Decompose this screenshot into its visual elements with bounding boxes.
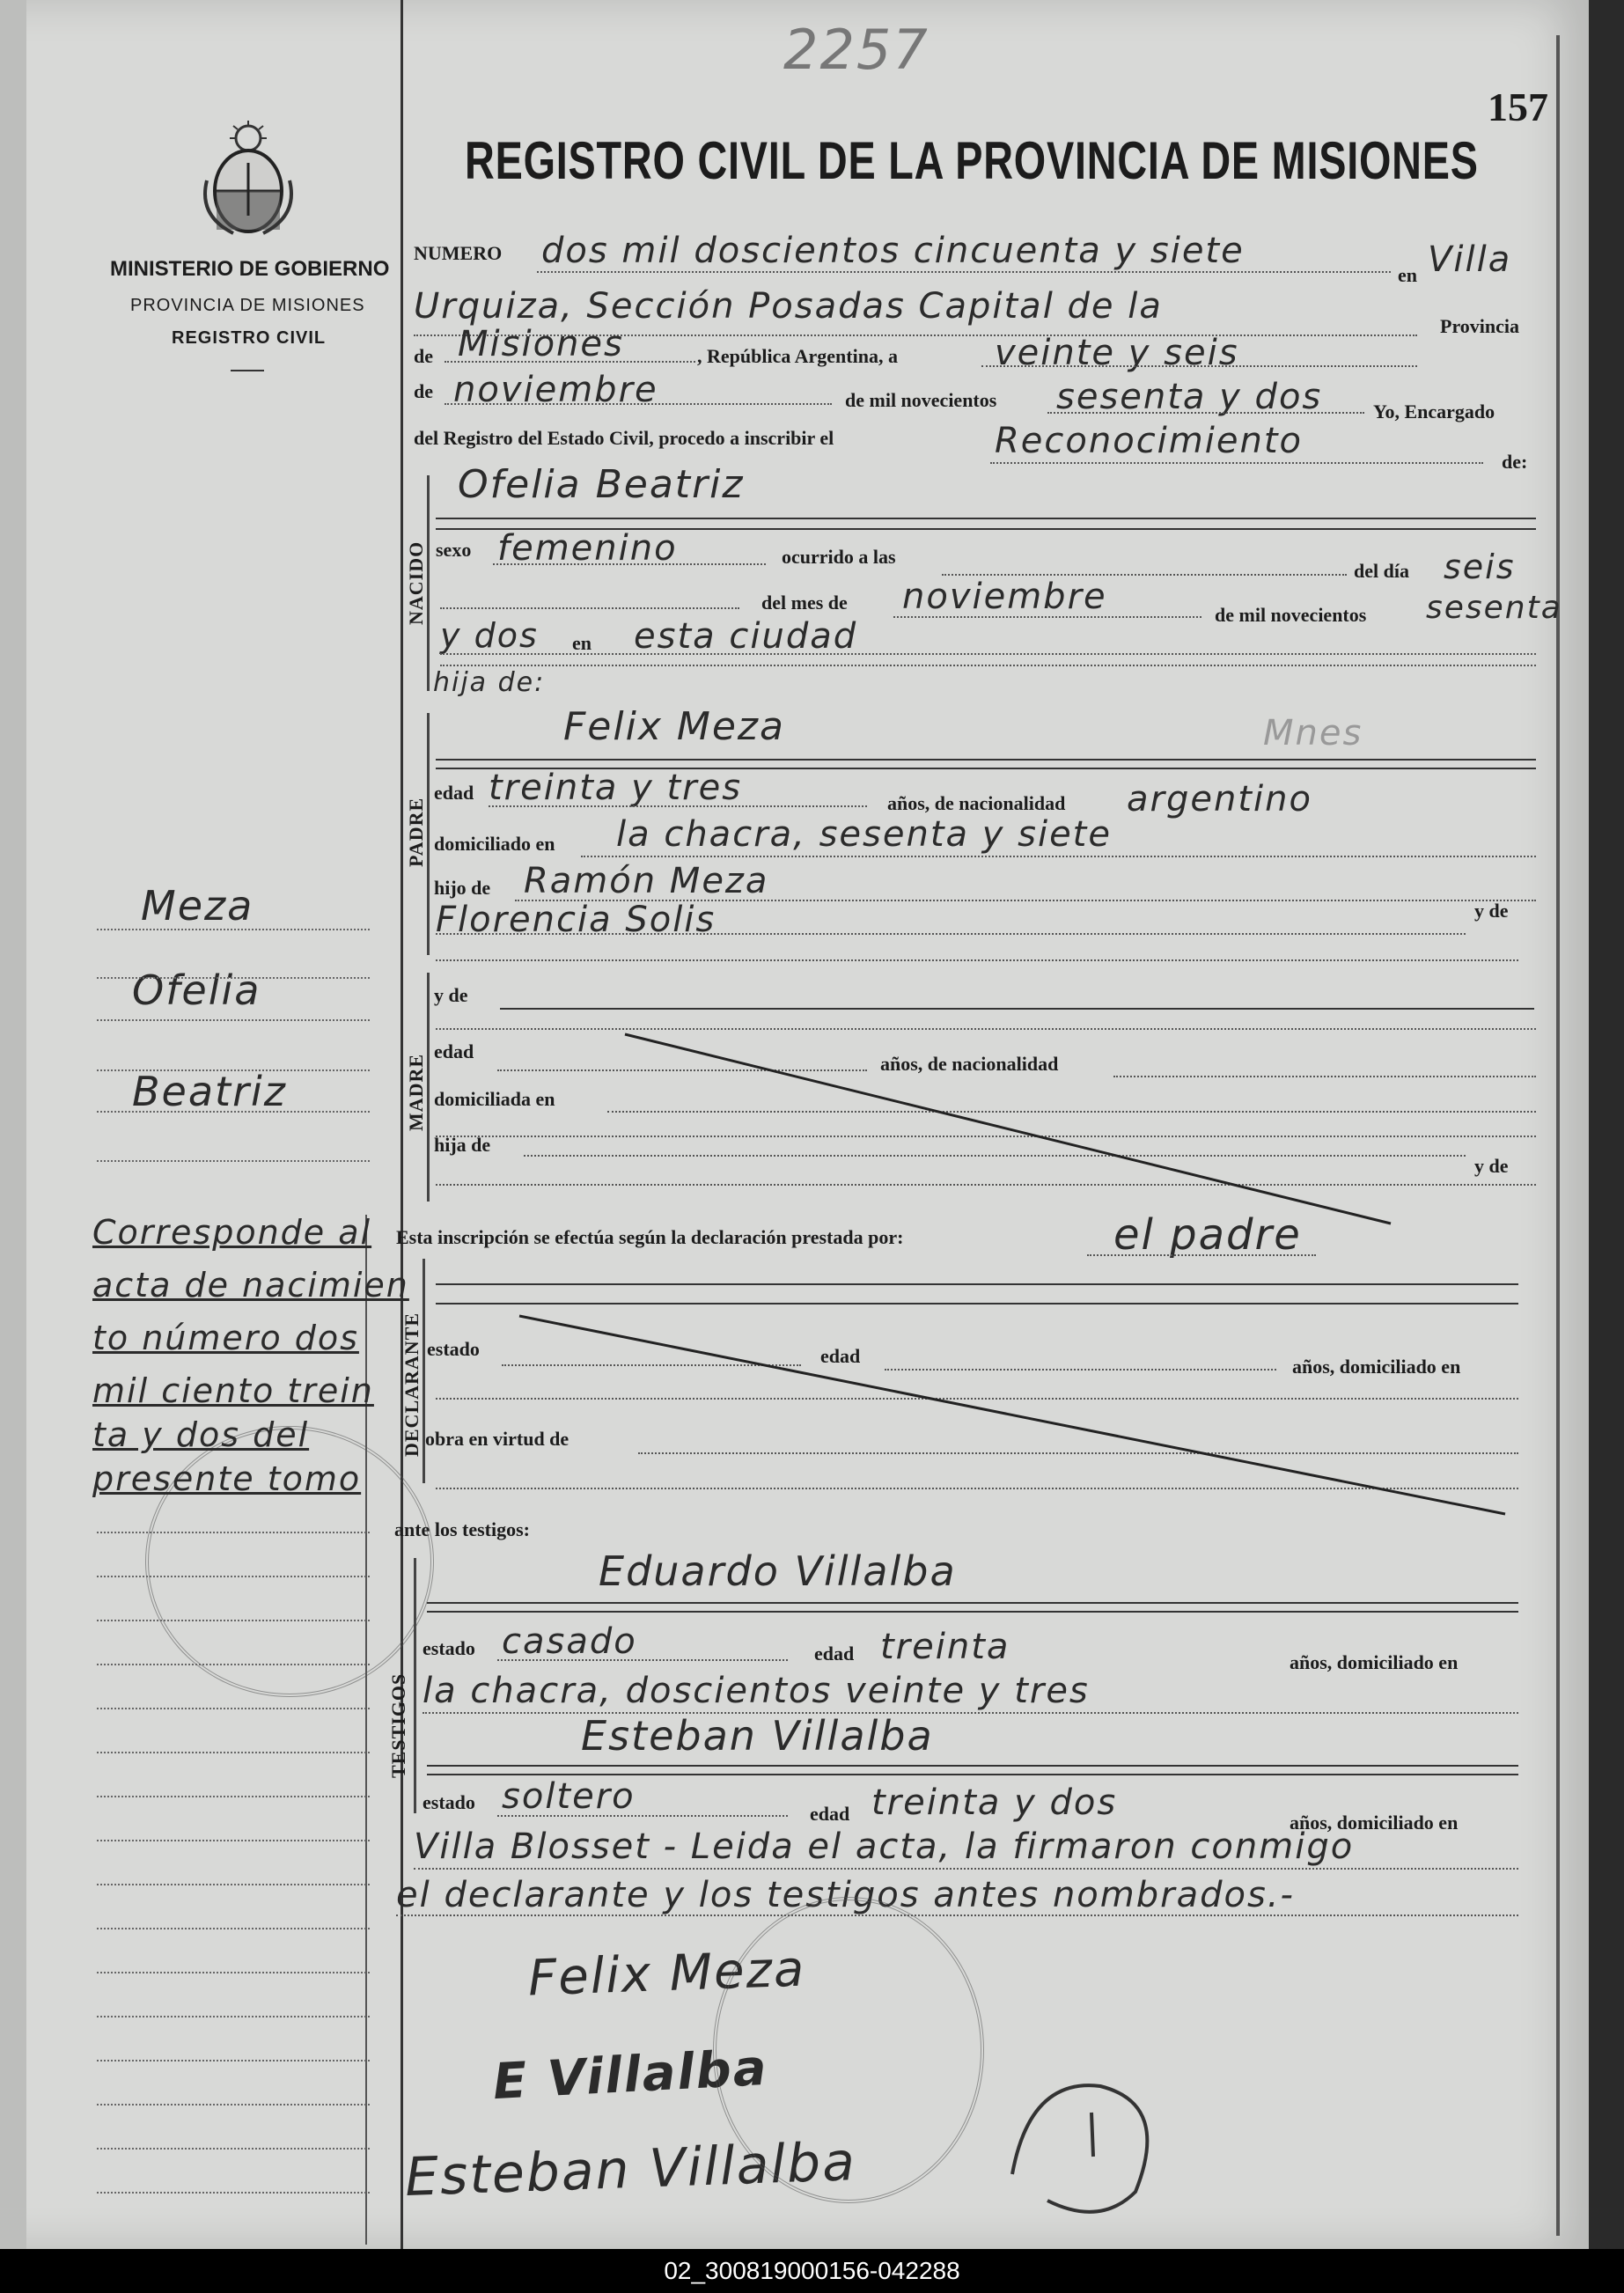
nacido-anio-2: y dos	[440, 616, 539, 655]
padre-edad-line	[489, 805, 867, 807]
declarante-intro-label: Esta inscripción se efectúa según la declaración prestada por:	[396, 1226, 904, 1248]
margin-line-9	[97, 1620, 370, 1621]
testigo1-anos-label: años, domiciliado en	[1290, 1651, 1459, 1673]
del-dia-label: del día	[1354, 560, 1409, 582]
testigo2-nombre: Esteban Villalba	[581, 1712, 934, 1760]
page-left-edge	[0, 0, 26, 2249]
provincia-value: Misiones	[458, 324, 624, 364]
padre-y-de-label: y de	[1474, 900, 1509, 922]
ocurrido-label: ocurrido a las	[782, 546, 896, 568]
provincia-label: Provincia	[1440, 315, 1520, 337]
padre-padre-value: Ramón Meza	[524, 861, 769, 901]
margin-note-4: mil ciento trein	[92, 1371, 374, 1410]
testigo2-edad-label: edad	[810, 1803, 850, 1825]
provincia-line	[445, 361, 695, 363]
mes-label: del mes de	[761, 592, 848, 614]
numero-label: NUMERO	[414, 242, 503, 264]
acto-value: Reconocimiento	[995, 421, 1303, 461]
margin-line-15	[97, 1884, 370, 1885]
madre-y-de-label: y de	[434, 984, 468, 1006]
nacido-label: NACIDO	[405, 540, 427, 625]
margin-line-19	[97, 2060, 370, 2061]
padre-hijo-label: hijo de	[434, 877, 491, 899]
padre-label: PADRE	[405, 797, 427, 867]
testigo2-dom-line	[414, 1868, 1518, 1870]
padre-edad-value: treinta y tres	[489, 768, 743, 808]
registry-label: REGISTRO CIVIL	[172, 328, 327, 348]
nacido-en-label: en	[572, 632, 592, 654]
testigo2-line-b	[427, 1774, 1518, 1775]
declarante-line-1b	[436, 1303, 1518, 1305]
margin-line-8	[97, 1576, 370, 1577]
testigo2-domicilio: Villa Blosset - Leida el acta, la firmaron conmigo	[414, 1826, 1355, 1867]
margin-line-2	[97, 977, 370, 979]
margin-note-6: presente tomo	[92, 1459, 362, 1498]
padre-annotation: Mnes	[1263, 713, 1363, 753]
margin-surname: Meza	[141, 882, 254, 930]
madre-line-1	[500, 1008, 1534, 1010]
hora-line	[440, 607, 739, 609]
declarante-strike-line	[511, 1307, 1514, 1523]
margin-line-21	[97, 2148, 370, 2150]
signature-1: Felix Meza	[526, 1940, 807, 2008]
margin-line-1	[97, 929, 370, 930]
testigo1-line	[427, 1602, 1518, 1604]
ministry-label: MINISTERIO DE GOBIERNO	[110, 257, 390, 281]
place-value-2: Urquiza, Sección Posadas Capital de la	[414, 286, 1163, 327]
madre-hija-label: hija de	[434, 1134, 491, 1156]
sexo-label: sexo	[436, 539, 472, 561]
testigo1-line-b	[427, 1611, 1518, 1613]
signature-3: Esteban Villalba	[403, 2131, 857, 2208]
nacido-dia-value: seis	[1444, 548, 1516, 586]
nacido-extra-line	[440, 665, 1536, 666]
margin-line-22	[97, 2192, 370, 2194]
margin-name-2: Beatriz	[132, 1068, 287, 1115]
margin-divider-2	[365, 1215, 367, 2245]
nacido-mes-line	[893, 616, 1201, 618]
testigo1-edad: treinta	[880, 1627, 1010, 1667]
padre-line-1	[436, 759, 1536, 761]
testigo1-estado: casado	[502, 1621, 637, 1662]
margin-line-14	[97, 1840, 370, 1841]
registry-stamp-bottom	[713, 1897, 984, 2203]
testigo1-estado-label: estado	[423, 1637, 475, 1659]
madre-anos-label: años, de nacionalidad	[880, 1053, 1059, 1075]
testigo2-estado-line	[497, 1815, 788, 1817]
padre-nombre: Felix Meza	[563, 704, 785, 749]
header-divider	[231, 370, 264, 371]
signature-loop	[995, 2051, 1179, 2227]
ocurrido-line	[942, 574, 1347, 576]
declarante-intro-value: el padre	[1113, 1210, 1302, 1260]
numero-value: dos mil doscientos cincuenta y siete	[541, 231, 1245, 271]
margin-line-12	[97, 1752, 370, 1753]
declarante-obra-label: obra en virtud de	[425, 1428, 570, 1450]
margin-note-1: Corresponde al	[92, 1213, 372, 1252]
de-label: de	[414, 345, 433, 367]
mes-line	[445, 403, 832, 405]
testigos-label: TESTIGOS	[387, 1672, 409, 1778]
nacido-mes-value: noviembre	[902, 577, 1107, 617]
anio-value: sesenta y dos	[1056, 377, 1323, 417]
testigos-intro-label: ante los testigos:	[394, 1518, 530, 1540]
testigo2-anos-label: años, domiciliado en	[1290, 1812, 1459, 1834]
padre-madre-line	[436, 933, 1466, 935]
margin-line-18	[97, 2016, 370, 2017]
closing-line	[396, 1915, 1518, 1916]
yo-label: Yo, Encargado	[1373, 401, 1495, 423]
margin-line-16	[97, 1928, 370, 1929]
declarante-line-1	[436, 1283, 1518, 1285]
margin-note-5: ta y dos del	[92, 1415, 310, 1454]
de-colon: de:	[1502, 451, 1528, 473]
padre-domicilio-line	[581, 856, 1536, 857]
madre-strike-line	[616, 1025, 1408, 1232]
document-title: REGISTRO CIVIL DE LA PROVINCIA DE MISIONES	[465, 131, 1479, 190]
declarante-intro-line	[1087, 1254, 1316, 1256]
padre-anos-label: años, de nacionalidad	[887, 792, 1066, 814]
signature-2: E Villalba	[491, 2039, 770, 2112]
padre-extra-line	[436, 959, 1518, 961]
testigo2-edad: treinta y dos	[871, 1782, 1118, 1823]
hija-label: hija de:	[433, 667, 546, 698]
margin-line-7	[97, 1532, 370, 1533]
numero-line	[537, 271, 1391, 273]
handwritten-sheet-number: 2257	[783, 18, 930, 82]
padre-nacionalidad: argentino	[1127, 779, 1312, 819]
declarante-edad-label: edad	[820, 1345, 861, 1367]
testigo1-nombre: Eduardo Villalba	[599, 1547, 957, 1595]
margin-name-1: Ofelia	[132, 966, 261, 1014]
testigo1-domicilio: la chacra, doscientos veinte y tres	[423, 1671, 1090, 1711]
madre-domicilio-label: domiciliada en	[434, 1088, 555, 1110]
testigo1-estado-line	[497, 1659, 788, 1661]
declarante-anos-label: años, domiciliado en	[1292, 1356, 1461, 1378]
anio-line	[1047, 412, 1364, 414]
padre-domicilio-label: domiciliado en	[434, 833, 555, 855]
declarante-label: DECLARANTE	[400, 1312, 423, 1457]
testigo2-line	[427, 1765, 1518, 1767]
nacido-nombre: Ofelia Beatriz	[458, 462, 745, 507]
margin-line-17	[97, 1972, 370, 1973]
coat-of-arms-icon	[198, 119, 299, 242]
dia-value: veinte y seis	[995, 333, 1239, 373]
margin-note-2: acta de nacimien	[92, 1266, 409, 1305]
nacido-lugar-line	[440, 653, 1536, 655]
madre-label: MADRE	[405, 1053, 427, 1131]
sexo-line	[493, 563, 766, 565]
dia-line	[981, 365, 1417, 367]
margin-note-3: to número dos	[92, 1319, 359, 1357]
testigo2-estado-label: estado	[423, 1791, 475, 1813]
nacido-mil-label: de mil novecientos	[1215, 604, 1367, 626]
madre-y-de-label-2: y de	[1474, 1155, 1509, 1177]
mes-value: noviembre	[453, 370, 658, 410]
testigo2-estado: soltero	[502, 1776, 636, 1817]
mil-label: de mil novecientos	[845, 389, 997, 411]
sexo-value: femenino	[497, 528, 678, 569]
testigo1-edad-label: edad	[814, 1643, 855, 1665]
republica-label: , República Argentina, a	[697, 345, 898, 367]
nacido-lugar: esta ciudad	[634, 616, 858, 657]
margin-line-4	[97, 1069, 370, 1071]
margin-line-10	[97, 1664, 370, 1665]
padre-edad-label: edad	[434, 782, 474, 804]
file-id-footer: 02_300819000156-042288	[0, 2249, 1624, 2293]
margin-line-5	[97, 1111, 370, 1113]
nacido-line-1	[436, 518, 1536, 519]
padre-domicilio-value: la chacra, sesenta y siete	[616, 814, 1112, 855]
nacido-anio-1: sesenta	[1426, 590, 1562, 626]
padre-madre-value: Florencia Solis	[436, 900, 716, 940]
province-label: PROVINCIA DE MISIONES	[130, 296, 365, 315]
declarante-estado-label: estado	[427, 1338, 480, 1360]
registro-label: del Registro del Estado Civil, procedo a inscribir el	[414, 427, 834, 449]
acto-line	[990, 462, 1483, 464]
margin-line-20	[97, 2104, 370, 2106]
madre-edad-label: edad	[434, 1040, 474, 1062]
margin-line-11	[97, 1708, 370, 1709]
de-label-2: de	[414, 380, 433, 402]
page-right-edge	[1556, 35, 1560, 2236]
closing-text: el declarante y los testigos antes nombrados.-	[396, 1875, 1295, 1915]
margin-line-13	[97, 1796, 370, 1797]
margin-line-3	[97, 1019, 370, 1021]
page-number: 157	[1488, 85, 1548, 129]
place-value-1: Villa	[1428, 239, 1512, 280]
en-label: en	[1398, 264, 1417, 286]
margin-line-6	[97, 1160, 370, 1162]
